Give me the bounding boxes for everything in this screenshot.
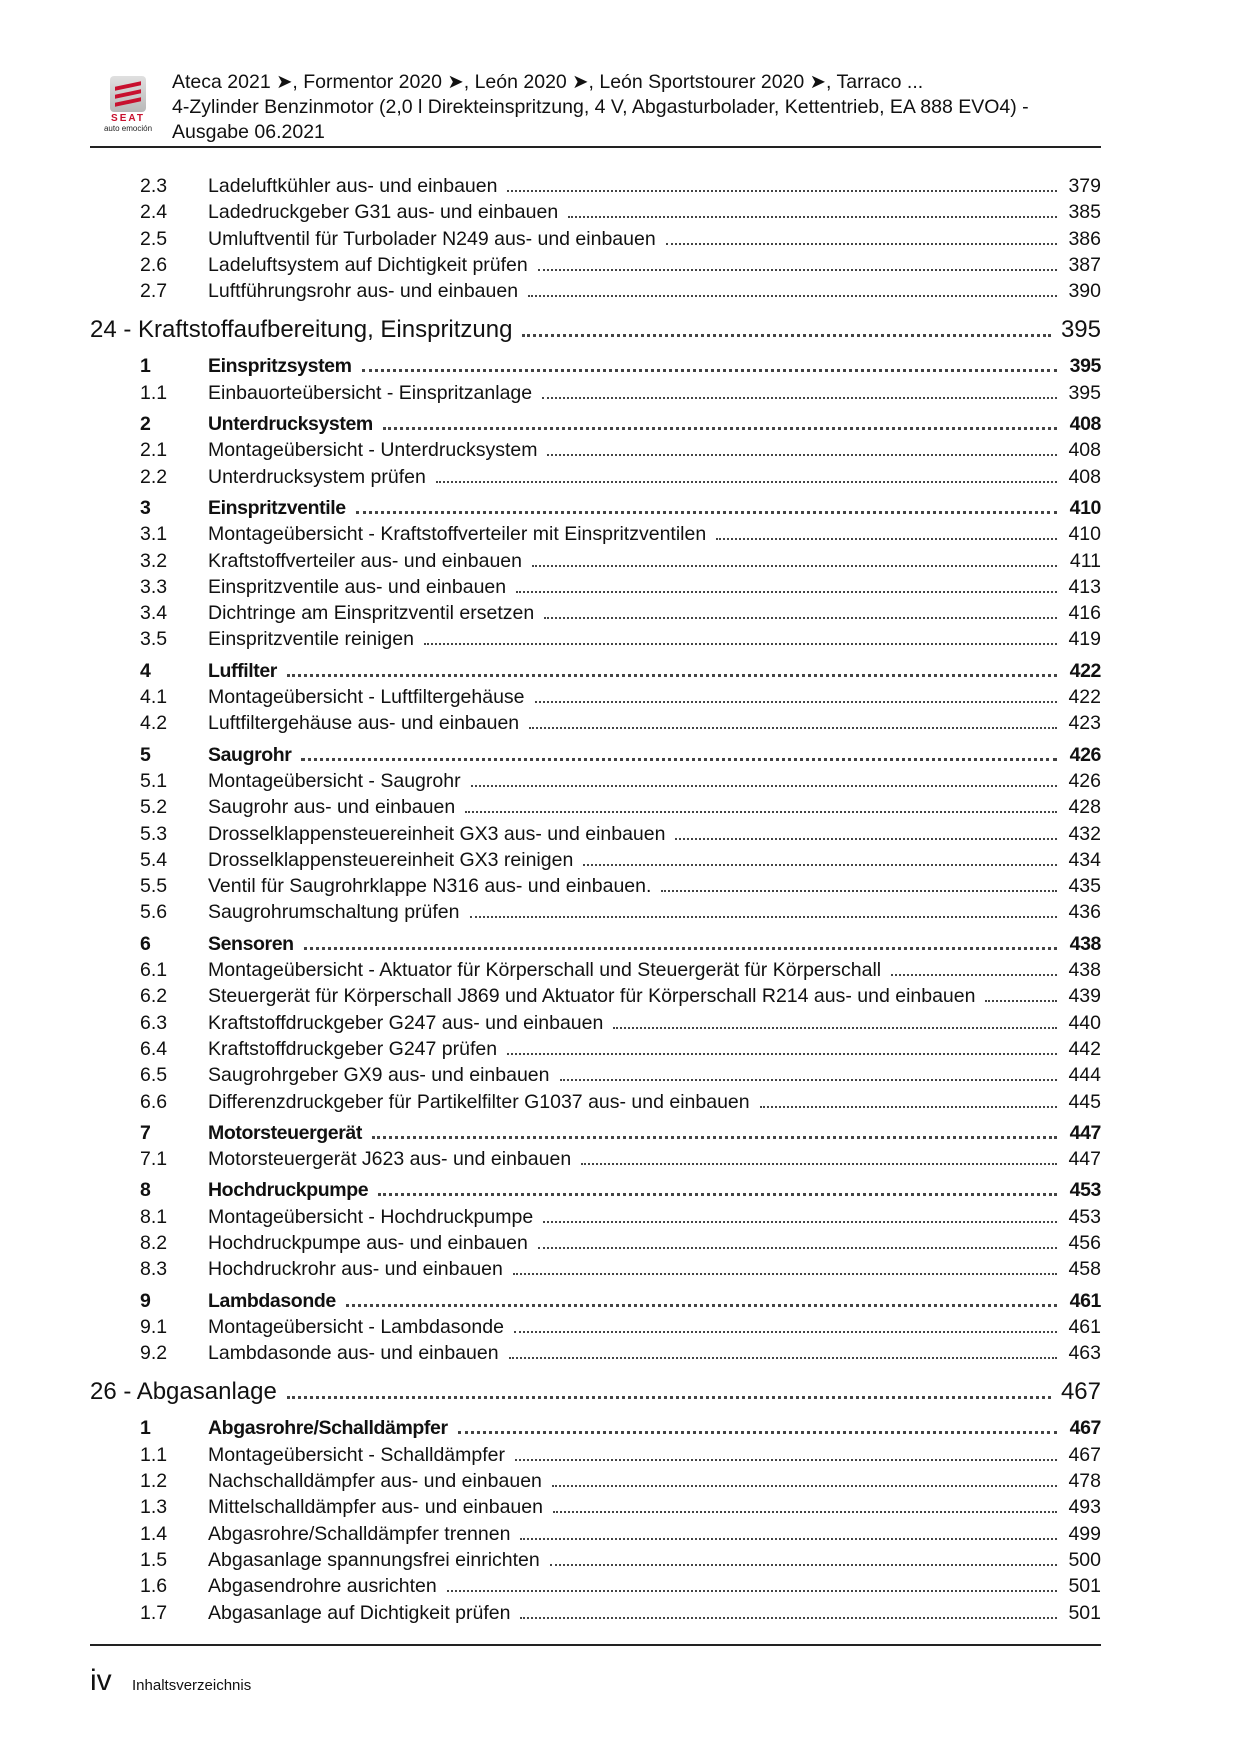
entry-page: 442: [1068, 1037, 1101, 1060]
entry-title: Ladeluftsystem auf Dichtigkeit prüfen: [208, 253, 528, 276]
header-divider: [90, 146, 1101, 148]
dot-leader: [538, 269, 1057, 271]
entry-number: 2.5: [140, 227, 168, 250]
toc-entry[interactable]: [90, 1064, 1101, 1090]
seat-logo: [90, 76, 166, 134]
entry-number: 2.2: [140, 465, 168, 488]
dot-leader: [581, 1163, 1057, 1165]
dot-leader: [661, 890, 1057, 892]
entry-number: 4: [140, 659, 151, 682]
entry-page: 413: [1068, 575, 1101, 598]
entry-title: Einspritzventile aus- und einbauen: [208, 575, 507, 598]
entry-title: Nachschalldämpfer aus- und einbauen: [208, 1470, 542, 1493]
entry-number: 4.2: [140, 712, 168, 735]
entry-page: 434: [1068, 848, 1101, 871]
dot-leader: [543, 1221, 1057, 1223]
entry-number: 7: [140, 1121, 151, 1144]
entry-number: 1: [140, 1417, 151, 1440]
toc-entry[interactable]: [90, 1496, 1101, 1522]
dot-leader: [520, 1617, 1057, 1619]
toc-entry[interactable]: [90, 985, 1101, 1011]
entry-number: 5.3: [140, 822, 168, 845]
dot-leader: [542, 397, 1057, 399]
footer-divider: [90, 1644, 1101, 1646]
dot-leader: [447, 1590, 1057, 1592]
entry-page: 467: [1068, 1443, 1101, 1466]
entry-page: 410: [1068, 523, 1101, 546]
dot-leader: [568, 216, 1057, 218]
entry-page: 390: [1068, 280, 1101, 303]
entry-page: 456: [1068, 1231, 1101, 1254]
entry-title: Saugrohrumschaltung prüfen: [208, 901, 460, 924]
toc-entry[interactable]: [90, 712, 1101, 738]
entry-page: 408: [1068, 439, 1101, 462]
entry-title: Unterdrucksystem prüfen: [208, 465, 426, 488]
dot-leader: [436, 481, 1057, 483]
entry-page: 467: [1069, 1417, 1101, 1440]
toc-entry[interactable]: [90, 959, 1101, 985]
entry-page: 387: [1068, 253, 1101, 276]
entry-page: 426: [1069, 743, 1101, 766]
entry-number: 3.3: [140, 575, 168, 598]
toc-entry[interactable]: [90, 1602, 1101, 1628]
entry-page: 422: [1068, 686, 1101, 709]
entry-page: 501: [1068, 1601, 1101, 1624]
toc-entry[interactable]: [90, 523, 1101, 549]
entry-page: 501: [1068, 1575, 1101, 1598]
entry-number: 5.1: [140, 769, 168, 792]
entry-page: 444: [1068, 1064, 1101, 1087]
entry-title: Saugrohr: [208, 743, 292, 766]
entry-page: 500: [1068, 1548, 1101, 1571]
entry-number: 1.1: [140, 381, 168, 404]
entry-page: 499: [1068, 1522, 1101, 1545]
entry-title: Motorsteuergerät J623 aus- und einbauen: [208, 1148, 572, 1171]
dot-leader: [471, 785, 1057, 787]
entry-number: 6.5: [140, 1064, 168, 1087]
entry-title: Luffilter: [208, 659, 277, 682]
dot-leader: [346, 1304, 1057, 1307]
toc-entry[interactable]: [90, 466, 1101, 492]
toc-entry[interactable]: [90, 1232, 1101, 1258]
entry-page: 467: [1060, 1378, 1101, 1406]
entry-title: 24 - Kraftstoffaufbereitung, Einspritzung: [90, 316, 513, 344]
entry-number: 2: [140, 413, 151, 436]
toc-entry[interactable]: [90, 770, 1101, 796]
toc-entry[interactable]: [90, 1316, 1101, 1342]
toc-section[interactable]: [90, 933, 1101, 959]
entry-title: Montageübersicht - Lambdasonde: [208, 1315, 504, 1338]
toc-entry[interactable]: [90, 1148, 1101, 1174]
dot-leader: [424, 643, 1057, 645]
dot-leader: [544, 617, 1057, 619]
entry-number: 8.1: [140, 1205, 168, 1228]
entry-page: 461: [1069, 1289, 1101, 1312]
toc-entry[interactable]: [90, 875, 1101, 901]
entry-title: Montageübersicht - Kraftstoffverteiler mit Einspritzventilen: [208, 523, 707, 546]
dot-leader: [507, 190, 1057, 192]
entry-title: Steuergerät für Körperschall J869 und Aktuator für Körperschall R214 aus- und einbauen: [208, 985, 976, 1008]
dot-leader: [583, 864, 1057, 866]
dot-leader: [675, 838, 1057, 840]
dot-leader: [514, 1331, 1057, 1333]
entry-title: Abgasanlage spannungsfrei einrichten: [208, 1548, 540, 1571]
entry-page: 423: [1068, 712, 1101, 735]
toc-entry[interactable]: [90, 1444, 1101, 1470]
dot-leader: [458, 1431, 1057, 1434]
document-header: [172, 70, 1029, 145]
entry-title: Drosselklappensteuereinheit GX3 aus- und einbauen: [208, 822, 666, 845]
entry-title: Abgasrohre/Schalldämpfer trennen: [208, 1522, 511, 1545]
toc-entry[interactable]: [90, 201, 1101, 227]
entry-number: 3.2: [140, 549, 168, 572]
toc-section[interactable]: [90, 1179, 1101, 1205]
entry-title: Abgasendrohre ausrichten: [208, 1575, 437, 1598]
entry-number: 3.1: [140, 523, 168, 546]
entry-number: 1.1: [140, 1443, 168, 1466]
entry-title: Saugrohr aus- und einbauen: [208, 796, 456, 819]
dot-leader: [465, 811, 1057, 813]
entry-number: 9.2: [140, 1342, 168, 1365]
toc-entry[interactable]: [90, 1012, 1101, 1038]
entry-number: 4.1: [140, 686, 168, 709]
entry-title: Hochdruckrohr aus- und einbauen: [208, 1258, 503, 1281]
entry-title: Drosselklappensteuereinheit GX3 reinigen: [208, 848, 574, 871]
entry-page: 432: [1068, 822, 1101, 845]
entry-title: 26 - Abgasanlage: [90, 1378, 277, 1406]
toc-section[interactable]: [90, 660, 1101, 686]
entry-number: 7.1: [140, 1148, 168, 1171]
entry-title: Einspritzventile: [208, 496, 346, 519]
entry-number: 2.3: [140, 175, 168, 197]
entry-title: Saugrohrgeber GX9 aus- und einbauen: [208, 1064, 550, 1087]
toc-entry[interactable]: [90, 382, 1101, 408]
dot-leader: [304, 947, 1057, 950]
entry-title: Montageübersicht - Unterdrucksystem: [208, 439, 538, 462]
entry-title: Sensoren: [208, 932, 294, 955]
toc-entry[interactable]: [90, 1091, 1101, 1117]
entry-page: 463: [1068, 1342, 1101, 1365]
dot-leader: [516, 591, 1057, 593]
toc-entry[interactable]: [90, 1523, 1101, 1549]
entry-number: 1.3: [140, 1496, 168, 1519]
entry-page: 478: [1068, 1470, 1101, 1493]
dot-leader: [985, 1000, 1057, 1002]
toc-entry[interactable]: [90, 602, 1101, 628]
entry-title: Ventil für Saugrohrklappe N316 aus- und einbauen.: [208, 875, 652, 898]
toc-section[interactable]: [90, 497, 1101, 523]
dot-leader: [891, 974, 1057, 976]
dot-leader: [550, 1564, 1057, 1566]
dot-leader: [383, 427, 1057, 430]
entry-title: Umluftventil für Turbolader N249 aus- und einbauen: [208, 227, 656, 250]
entry-title: Luftführungsrohr aus- und einbauen: [208, 280, 519, 303]
entry-number: 3.5: [140, 628, 168, 651]
toc-entry[interactable]: [90, 280, 1101, 306]
dot-leader: [553, 1511, 1057, 1513]
entry-number: 9.1: [140, 1315, 168, 1338]
entry-page: 416: [1068, 602, 1101, 625]
entry-number: 8: [140, 1179, 151, 1202]
entry-page: 408: [1068, 465, 1101, 488]
entry-title: Motorsteuergerät: [208, 1121, 362, 1144]
entry-page: 379: [1068, 175, 1101, 197]
logo-brand: SEAT: [111, 113, 145, 124]
entry-page: 453: [1068, 1205, 1101, 1228]
entry-page: 419: [1068, 628, 1101, 651]
entry-number: 1: [140, 355, 151, 378]
dot-leader: [470, 916, 1058, 918]
entry-page: 453: [1069, 1179, 1101, 1202]
toc-entry[interactable]: [90, 175, 1101, 201]
entry-number: 5: [140, 743, 151, 766]
entry-page: 395: [1068, 381, 1101, 404]
entry-page: 422: [1069, 659, 1101, 682]
toc-entry[interactable]: [90, 439, 1101, 465]
entry-page: 458: [1068, 1258, 1101, 1281]
entry-title: Dichtringe am Einspritzventil ersetzen: [208, 602, 535, 625]
dot-leader: [528, 295, 1057, 297]
entry-page: 395: [1060, 316, 1101, 344]
entry-number: 3.4: [140, 602, 168, 625]
toc-entry[interactable]: [90, 823, 1101, 849]
entry-page: 435: [1068, 875, 1101, 898]
toc-entry[interactable]: [90, 796, 1101, 822]
entry-number: 1.5: [140, 1548, 168, 1571]
dot-leader: [520, 1538, 1057, 1540]
header-edition: Ausgabe 06.2021: [172, 121, 325, 143]
table-of-contents: [90, 175, 1101, 1628]
entry-title: Einbauorteübersicht - Einspritzanlage: [208, 381, 533, 404]
entry-number: 6.2: [140, 985, 168, 1008]
dot-leader: [362, 369, 1057, 372]
entry-title: Abgasrohre/Schalldämpfer: [208, 1417, 448, 1440]
dot-leader: [509, 1357, 1057, 1359]
toc-entry[interactable]: [90, 1575, 1101, 1601]
dot-leader: [535, 701, 1057, 703]
dot-leader: [760, 1106, 1057, 1108]
dot-leader: [552, 1485, 1057, 1487]
entry-number: 1.6: [140, 1575, 168, 1598]
entry-title: Kraftstoffdruckgeber G247 prüfen: [208, 1037, 498, 1060]
entry-title: Einspritzsystem: [208, 355, 352, 378]
entry-number: 1.7: [140, 1601, 168, 1624]
entry-number: 8.3: [140, 1258, 168, 1281]
toc-entry[interactable]: [90, 1342, 1101, 1368]
toc-entry[interactable]: [90, 228, 1101, 254]
dot-leader: [356, 511, 1057, 514]
entry-page: 447: [1069, 1121, 1101, 1144]
dot-leader: [372, 1136, 1057, 1139]
entry-page: 436: [1068, 901, 1101, 924]
toc-chapter[interactable]: [90, 1378, 1101, 1412]
entry-number: 8.2: [140, 1231, 168, 1254]
entry-number: 1.2: [140, 1470, 168, 1493]
logo-tagline: auto emoción: [103, 124, 153, 133]
entry-title: Lambdasonde aus- und einbauen: [208, 1342, 499, 1365]
entry-page: 440: [1068, 1011, 1101, 1034]
toc-entry[interactable]: [90, 628, 1101, 654]
toc-entry[interactable]: [90, 1549, 1101, 1575]
entry-title: Einspritzventile reinigen: [208, 628, 414, 651]
entry-title: Ladedruckgeber G31 aus- und einbauen: [208, 201, 559, 224]
toc-entry[interactable]: [90, 1206, 1101, 1232]
entry-number: 2.6: [140, 253, 168, 276]
entry-number: 1.4: [140, 1522, 168, 1545]
dot-leader: [507, 1053, 1057, 1055]
page-number: iv: [90, 1664, 112, 1697]
seat-emblem-icon: [110, 76, 146, 112]
dot-leader: [613, 1027, 1057, 1029]
entry-page: 438: [1068, 959, 1101, 982]
entry-title: Lambdasonde: [208, 1289, 336, 1312]
entry-number: 3: [140, 496, 151, 519]
toc-entry[interactable]: [90, 1258, 1101, 1284]
entry-number: 5.6: [140, 901, 168, 924]
entry-title: Hochdruckpumpe aus- und einbauen: [208, 1231, 528, 1254]
entry-number: 2.7: [140, 280, 168, 303]
toc-entry[interactable]: [90, 901, 1101, 927]
entry-number: 5.4: [140, 848, 168, 871]
toc-entry[interactable]: [90, 1470, 1101, 1496]
entry-page: 439: [1068, 985, 1101, 1008]
entry-page: 447: [1068, 1148, 1101, 1171]
header-models: Ateca 2021 ➤, Formentor 2020 ➤, León 2020 ➤, León Sportstourer 2020 ➤, Tarraco ...: [172, 71, 924, 93]
toc-entry[interactable]: [90, 1038, 1101, 1064]
entry-title: Luftfiltergehäuse aus- und einbauen: [208, 712, 520, 735]
toc-chapter[interactable]: [90, 316, 1101, 350]
entry-number: 5.2: [140, 796, 168, 819]
toc-section[interactable]: [90, 1290, 1101, 1316]
dot-leader: [513, 1273, 1057, 1275]
dot-leader: [515, 1459, 1057, 1461]
toc-section[interactable]: [90, 355, 1101, 381]
entry-page: 411: [1069, 549, 1101, 572]
dot-leader: [666, 243, 1057, 245]
dot-leader: [547, 454, 1057, 456]
toc-entry[interactable]: [90, 550, 1101, 576]
entry-number: 6.1: [140, 959, 168, 982]
dot-leader: [378, 1193, 1057, 1196]
entry-page: 493: [1068, 1496, 1101, 1519]
dot-leader: [301, 758, 1057, 761]
entry-title: Ladeluftkühler aus- und einbauen: [208, 175, 498, 197]
entry-page: 438: [1069, 932, 1101, 955]
entry-number: 5.5: [140, 875, 168, 898]
entry-title: Abgasanlage auf Dichtigkeit prüfen: [208, 1601, 511, 1624]
dot-leader: [529, 727, 1057, 729]
toc-entry[interactable]: [90, 849, 1101, 875]
entry-title: Unterdrucksystem: [208, 413, 373, 436]
entry-title: Kraftstoffverteiler aus- und einbauen: [208, 549, 522, 572]
entry-number: 6: [140, 932, 151, 955]
entry-page: 428: [1068, 796, 1101, 819]
toc-entry[interactable]: [90, 576, 1101, 602]
entry-number: 9: [140, 1289, 151, 1312]
entry-title: Montageübersicht - Aktuator für Körperschall und Steuergerät für Körperschall: [208, 959, 882, 982]
entry-page: 385: [1068, 201, 1101, 224]
toc-section[interactable]: [90, 744, 1101, 770]
entry-title: Montageübersicht - Luftfiltergehäuse: [208, 686, 525, 709]
dot-leader: [716, 538, 1057, 540]
entry-page: 410: [1069, 496, 1101, 519]
dot-leader: [560, 1079, 1058, 1081]
entry-title: Montageübersicht - Saugrohr: [208, 769, 461, 792]
header-engine: 4-Zylinder Benzinmotor (2,0 l Direkteinspritzung, 4 V, Abgasturbolader, Kettentrieb, EA 888 EVO4) -: [172, 96, 1029, 118]
entry-page: 386: [1068, 227, 1101, 250]
entry-title: Differenzdruckgeber für Partikelfilter G1037 aus- und einbauen: [208, 1090, 750, 1113]
entry-title: Montageübersicht - Schalldämpfer: [208, 1443, 505, 1466]
footer-label: Inhaltsverzeichnis: [132, 1677, 252, 1694]
dot-leader: [538, 1247, 1057, 1249]
entry-title: Hochdruckpumpe: [208, 1179, 369, 1202]
entry-page: 445: [1068, 1090, 1101, 1113]
entry-page: 461: [1068, 1315, 1101, 1338]
toc-section[interactable]: [90, 413, 1101, 439]
entry-page: 426: [1068, 769, 1101, 792]
entry-title: Mittelschalldämpfer aus- und einbauen: [208, 1496, 543, 1519]
entry-number: 2.1: [140, 439, 168, 462]
toc-section[interactable]: [90, 1122, 1101, 1148]
dot-leader: [287, 674, 1057, 677]
entry-page: 395: [1069, 355, 1101, 378]
toc-entry[interactable]: [90, 254, 1101, 280]
entry-number: 6.4: [140, 1037, 168, 1060]
entry-page: 408: [1069, 413, 1101, 436]
entry-number: 6.3: [140, 1011, 168, 1034]
dot-leader: [522, 334, 1050, 337]
entry-number: 6.6: [140, 1090, 168, 1113]
toc-entry[interactable]: [90, 686, 1101, 712]
dot-leader: [287, 1396, 1051, 1399]
toc-section[interactable]: [90, 1417, 1101, 1443]
entry-number: 2.4: [140, 201, 168, 224]
entry-title: Kraftstoffdruckgeber G247 aus- und einbauen: [208, 1011, 604, 1034]
entry-title: Montageübersicht - Hochdruckpumpe: [208, 1205, 534, 1228]
dot-leader: [532, 565, 1057, 567]
